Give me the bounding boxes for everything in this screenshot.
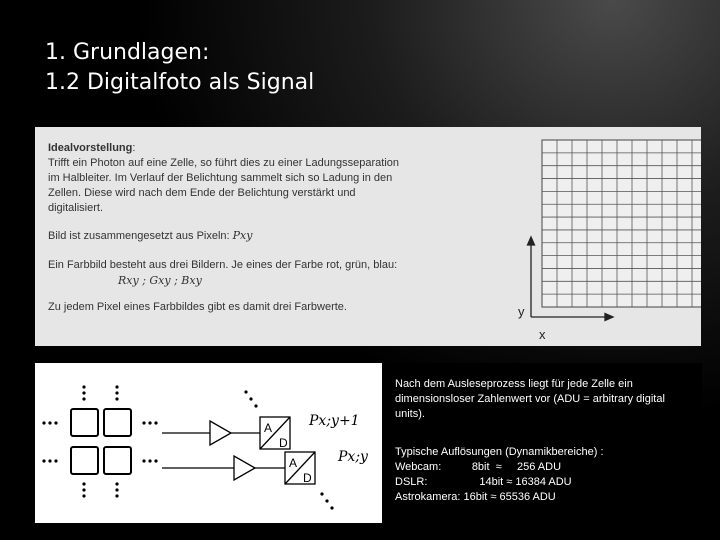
pixel-grid-diagram [491,127,701,346]
ideal-line-1: Trifft ein Photon auf eine Zelle, so führt dies zu einer Ladungsseparation [48,157,399,169]
ideal-panel [35,127,701,346]
amp1-d-label: D [279,436,288,450]
ideal-line-2: im Halbleiter. Im Verlauf der Belichtung sammelt sich so Ladung in den [48,172,393,184]
output-label-1: Px;y+1 [309,413,360,429]
amplifier-2 [234,456,255,480]
ideal-line-4: digitalisiert. [48,202,104,214]
output-label-2: Px;y [338,449,368,465]
ideal-line-3: Zellen. Diese wird nach dem Ende der Belichtung verstärkt und [48,187,356,199]
resolution-row-astro: Astrokamera: 16bit ≈ 65536 ADU [395,491,556,503]
amplifier-1 [210,421,231,445]
readout-description: Nach dem Ausleseprozess liegt für jede Zelle ein dimensionsloser Zahlenwert vor (ADU = arbitrary digital units). [395,378,665,420]
ideal-heading: Idealvorstellung [48,142,133,154]
amp2-a-label: A [289,456,298,470]
ideal-heading-colon: : [132,142,136,154]
pixel-cell [104,409,131,436]
ideal-text-block [48,141,478,315]
slide-title [45,38,645,98]
title-line-1: 1. Grundlagen: [45,40,210,65]
resolution-row-dslr: DSLR: 14bit ≈ 16384 ADU [395,476,572,488]
color-text: Ein Farbbild besteht aus drei Bildern. Je eines der Farbe rot, grün, blau: [48,259,398,271]
resolution-row-webcam: Webcam: 8bit ≈ 256 ADU [395,461,562,473]
color-symbols: Rxy ; Gxy ; Bxy [118,274,202,287]
pixel-cells [71,409,131,474]
amp2-d-label: D [303,471,312,485]
readout-circuit-panel [35,363,382,523]
info-panel [382,363,702,523]
pixel-cell [71,409,98,436]
title-line-2: 1.2 Digitalfoto als Signal [45,70,315,95]
triple-text: Zu jedem Pixel eines Farbbildes gibt es damit drei Farbwerte. [48,301,347,313]
amplifiers [210,421,255,480]
pixels-symbol: Pxy [232,229,253,242]
pixel-cell [104,447,131,474]
resolution-heading: Typische Auflösungen (Dynamikbereiche) : [395,446,604,458]
y-axis-label: y [518,304,525,319]
pixel-cell [71,447,98,474]
resolution-block [395,445,695,505]
pixels-text: Bild ist zusammengesetzt aus Pixeln: [48,230,230,242]
amp1-a-label: A [264,421,273,435]
x-axis-label: x [539,327,546,342]
readout-circuit-diagram [35,363,382,523]
